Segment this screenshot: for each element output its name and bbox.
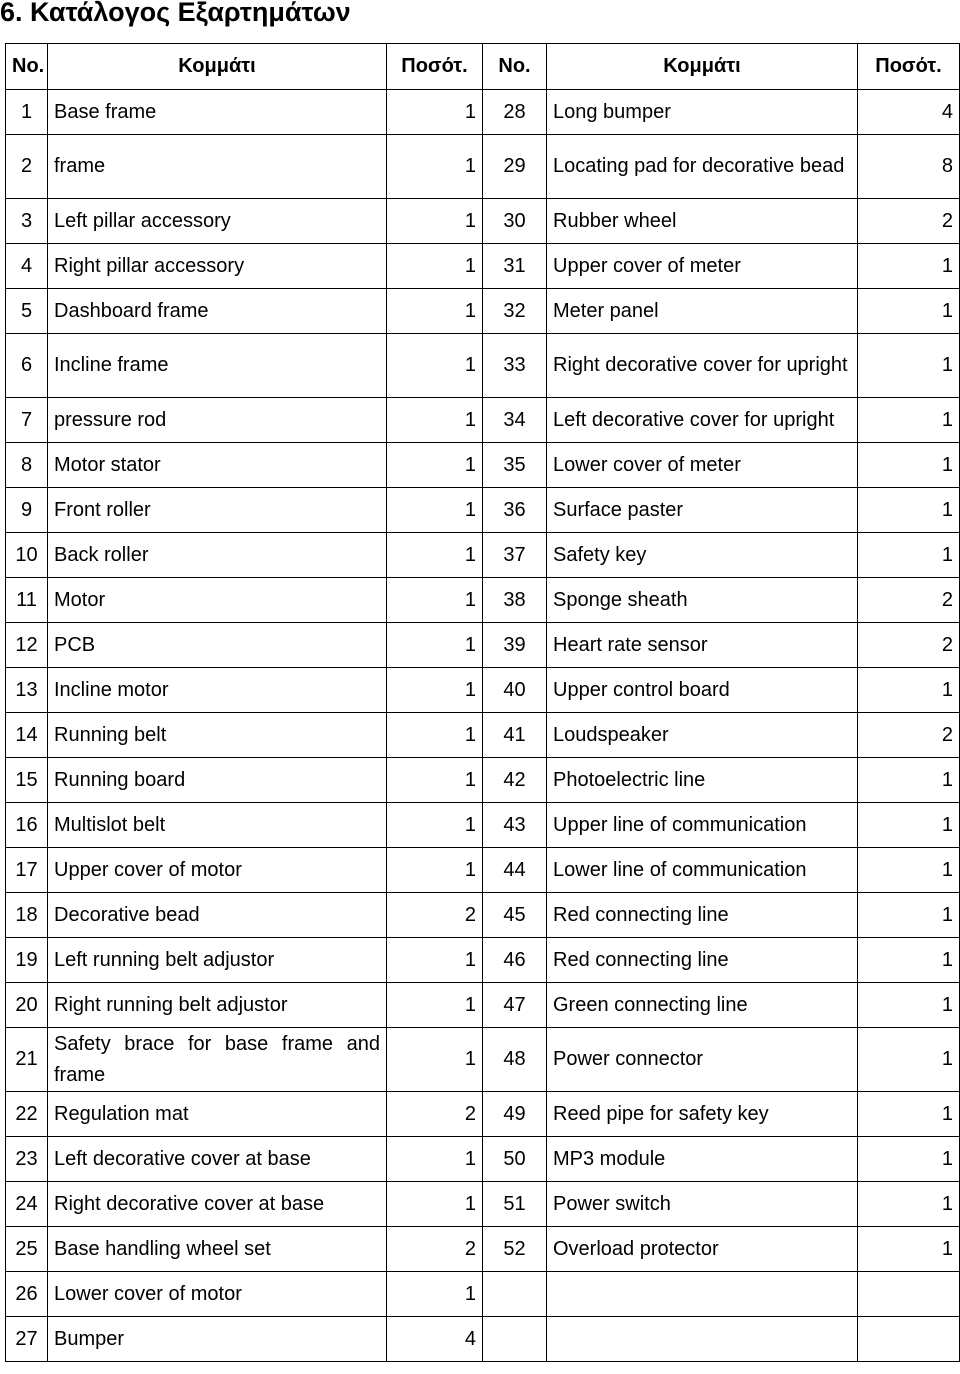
part-quantity: 1 [387, 1272, 483, 1317]
part-name: Upper control board [547, 668, 858, 713]
part-quantity: 1 [387, 848, 483, 893]
table-row [6, 713, 960, 758]
part-number: 43 [483, 803, 547, 848]
part-number: 18 [6, 893, 48, 938]
part-number: 13 [6, 668, 48, 713]
part-quantity: 1 [387, 135, 483, 199]
part-number: 37 [483, 533, 547, 578]
table-row [6, 533, 960, 578]
part-quantity: 2 [858, 578, 960, 623]
table-row [6, 983, 960, 1028]
part-name: MP3 module [547, 1137, 858, 1182]
part-quantity: 1 [858, 1227, 960, 1272]
part-number: 11 [6, 578, 48, 623]
part-number: 35 [483, 443, 547, 488]
part-number: 25 [6, 1227, 48, 1272]
part-name: Running board [48, 758, 387, 803]
part-name: Left decorative cover at base [48, 1137, 387, 1182]
part-name: Left running belt adjustor [48, 938, 387, 983]
part-number: 19 [6, 938, 48, 983]
part-quantity: 8 [858, 135, 960, 199]
part-quantity: 1 [858, 893, 960, 938]
part-quantity: 1 [387, 289, 483, 334]
part-number: 40 [483, 668, 547, 713]
part-number: 28 [483, 90, 547, 135]
part-number: 49 [483, 1092, 547, 1137]
part-quantity: 1 [387, 578, 483, 623]
table-row [6, 1227, 960, 1272]
table-row [6, 1317, 960, 1362]
part-name: Left pillar accessory [48, 199, 387, 244]
table-row [6, 578, 960, 623]
part-name: Green connecting line [547, 983, 858, 1028]
header-qty-right: Ποσότ. [858, 44, 960, 90]
part-quantity: 1 [387, 199, 483, 244]
part-number: 1 [6, 90, 48, 135]
part-number: 48 [483, 1028, 547, 1092]
part-name: Lower cover of motor [48, 1272, 387, 1317]
part-number: 52 [483, 1227, 547, 1272]
part-name: Lower cover of meter [547, 443, 858, 488]
part-name: Multislot belt [48, 803, 387, 848]
part-quantity: 1 [858, 1137, 960, 1182]
table-row [6, 199, 960, 244]
part-name: Right pillar accessory [48, 244, 387, 289]
part-quantity: 1 [387, 244, 483, 289]
table-row [6, 893, 960, 938]
part-number: 9 [6, 488, 48, 533]
part-number: 27 [6, 1317, 48, 1362]
part-number: 16 [6, 803, 48, 848]
part-quantity: 1 [387, 488, 483, 533]
part-number: 51 [483, 1182, 547, 1227]
part-quantity: 2 [387, 893, 483, 938]
part-name: Front roller [48, 488, 387, 533]
header-no-left: No. [6, 44, 48, 90]
part-quantity: 1 [387, 983, 483, 1028]
table-row [6, 443, 960, 488]
part-number: 23 [6, 1137, 48, 1182]
part-number: 5 [6, 289, 48, 334]
part-quantity: 2 [387, 1227, 483, 1272]
part-number: 7 [6, 398, 48, 443]
part-name: Heart rate sensor [547, 623, 858, 668]
part-name: Upper cover of meter [547, 244, 858, 289]
table-row [6, 938, 960, 983]
part-number: 20 [6, 983, 48, 1028]
table-row [6, 668, 960, 713]
part-name: Meter panel [547, 289, 858, 334]
part-quantity: 1 [858, 983, 960, 1028]
part-quantity: 1 [858, 758, 960, 803]
parts-list-table [5, 43, 960, 1362]
part-number: 22 [6, 1092, 48, 1137]
part-name: Regulation mat [48, 1092, 387, 1137]
part-quantity [858, 1317, 960, 1362]
part-quantity: 1 [387, 803, 483, 848]
part-quantity: 1 [858, 443, 960, 488]
part-name: Power switch [547, 1182, 858, 1227]
part-number: 45 [483, 893, 547, 938]
table-row [6, 135, 960, 199]
part-quantity: 1 [858, 244, 960, 289]
part-quantity: 4 [858, 90, 960, 135]
part-name: Lower line of communication [547, 848, 858, 893]
part-quantity: 1 [387, 713, 483, 758]
table-row [6, 1028, 960, 1092]
part-number: 4 [6, 244, 48, 289]
part-quantity: 1 [387, 533, 483, 578]
table-row [6, 334, 960, 398]
part-number: 50 [483, 1137, 547, 1182]
part-quantity: 1 [387, 758, 483, 803]
part-quantity: 2 [387, 1092, 483, 1137]
part-number: 26 [6, 1272, 48, 1317]
header-no-right: No. [483, 44, 547, 90]
part-name: pressure rod [48, 398, 387, 443]
part-name: Left decorative cover for upright [547, 398, 858, 443]
part-name: Rubber wheel [547, 199, 858, 244]
part-name: Long bumper [547, 90, 858, 135]
table-row [6, 848, 960, 893]
part-quantity: 1 [858, 533, 960, 578]
part-name: Incline motor [48, 668, 387, 713]
part-name: Base handling wheel set [48, 1227, 387, 1272]
part-name: Photoelectric line [547, 758, 858, 803]
part-name: Upper cover of motor [48, 848, 387, 893]
part-quantity: 2 [858, 713, 960, 758]
part-quantity: 1 [387, 334, 483, 398]
part-quantity: 1 [387, 398, 483, 443]
part-quantity: 1 [858, 1092, 960, 1137]
part-name: Red connecting line [547, 893, 858, 938]
part-quantity: 1 [858, 289, 960, 334]
part-name: Motor [48, 578, 387, 623]
part-name: Motor stator [48, 443, 387, 488]
header-part-left: Κομμάτι [48, 44, 387, 90]
part-quantity: 1 [387, 1182, 483, 1227]
part-quantity: 1 [858, 1182, 960, 1227]
part-name: Decorative bead [48, 893, 387, 938]
table-row [6, 488, 960, 533]
table-row [6, 1137, 960, 1182]
part-quantity: 1 [387, 623, 483, 668]
part-quantity: 1 [858, 1028, 960, 1092]
part-quantity: 1 [858, 488, 960, 533]
part-name: Upper line of communication [547, 803, 858, 848]
part-quantity: 1 [387, 443, 483, 488]
part-number: 14 [6, 713, 48, 758]
table-row [6, 90, 960, 135]
part-quantity: 2 [858, 623, 960, 668]
part-quantity: 1 [387, 1137, 483, 1182]
part-name: Incline frame [48, 334, 387, 398]
part-quantity: 1 [387, 668, 483, 713]
part-number: 39 [483, 623, 547, 668]
part-name: Dashboard frame [48, 289, 387, 334]
part-name: Base frame [48, 90, 387, 135]
part-name: Back roller [48, 533, 387, 578]
part-number: 29 [483, 135, 547, 199]
part-number: 24 [6, 1182, 48, 1227]
part-number: 30 [483, 199, 547, 244]
part-name: PCB [48, 623, 387, 668]
part-quantity: 4 [387, 1317, 483, 1362]
part-name: Running belt [48, 713, 387, 758]
part-name: frame [48, 135, 387, 199]
part-name: Overload protector [547, 1227, 858, 1272]
part-number: 10 [6, 533, 48, 578]
part-number: 44 [483, 848, 547, 893]
table-row [6, 1272, 960, 1317]
part-quantity: 1 [858, 938, 960, 983]
part-quantity: 1 [387, 938, 483, 983]
part-name: Locating pad for decorative bead [547, 135, 858, 199]
part-name: Loudspeaker [547, 713, 858, 758]
part-number: 47 [483, 983, 547, 1028]
part-number: 15 [6, 758, 48, 803]
part-number: 21 [6, 1028, 48, 1092]
part-number: 41 [483, 713, 547, 758]
part-quantity: 1 [858, 668, 960, 713]
part-name: Sponge sheath [547, 578, 858, 623]
part-number: 2 [6, 135, 48, 199]
part-quantity: 2 [858, 199, 960, 244]
table-row [6, 623, 960, 668]
page-title: 6. Κατάλογος Εξαρτημάτων [0, 0, 351, 27]
table-row [6, 758, 960, 803]
part-name: Safety brace for base frame and frame [48, 1028, 387, 1092]
table-row [6, 289, 960, 334]
part-name: Surface paster [547, 488, 858, 533]
part-quantity [858, 1272, 960, 1317]
table-row [6, 244, 960, 289]
part-name: Power connector [547, 1028, 858, 1092]
part-number: 34 [483, 398, 547, 443]
part-number: 42 [483, 758, 547, 803]
part-quantity: 1 [858, 334, 960, 398]
part-quantity: 1 [858, 398, 960, 443]
part-number: 33 [483, 334, 547, 398]
table-row [6, 1182, 960, 1227]
part-name: Right running belt adjustor [48, 983, 387, 1028]
part-number: 8 [6, 443, 48, 488]
table-row [6, 398, 960, 443]
part-name: Bumper [48, 1317, 387, 1362]
part-number: 32 [483, 289, 547, 334]
table-row [6, 1092, 960, 1137]
table-row [6, 803, 960, 848]
part-name [547, 1317, 858, 1362]
part-name: Reed pipe for safety key [547, 1092, 858, 1137]
part-name: Right decorative cover at base [48, 1182, 387, 1227]
part-name: Right decorative cover for upright [547, 334, 858, 398]
part-number: 6 [6, 334, 48, 398]
part-name: Red connecting line [547, 938, 858, 983]
part-number: 36 [483, 488, 547, 533]
part-quantity: 1 [387, 1028, 483, 1092]
part-number: 3 [6, 199, 48, 244]
part-number: 17 [6, 848, 48, 893]
part-number [483, 1272, 547, 1317]
part-number: 38 [483, 578, 547, 623]
part-name: Safety key [547, 533, 858, 578]
part-quantity: 1 [858, 803, 960, 848]
part-name [547, 1272, 858, 1317]
part-quantity: 1 [387, 90, 483, 135]
part-number: 12 [6, 623, 48, 668]
table-header-row [6, 44, 960, 90]
header-part-right: Κομμάτι [547, 44, 858, 90]
part-number: 31 [483, 244, 547, 289]
part-quantity: 1 [858, 848, 960, 893]
header-qty-left: Ποσότ. [387, 44, 483, 90]
part-number [483, 1317, 547, 1362]
part-number: 46 [483, 938, 547, 983]
